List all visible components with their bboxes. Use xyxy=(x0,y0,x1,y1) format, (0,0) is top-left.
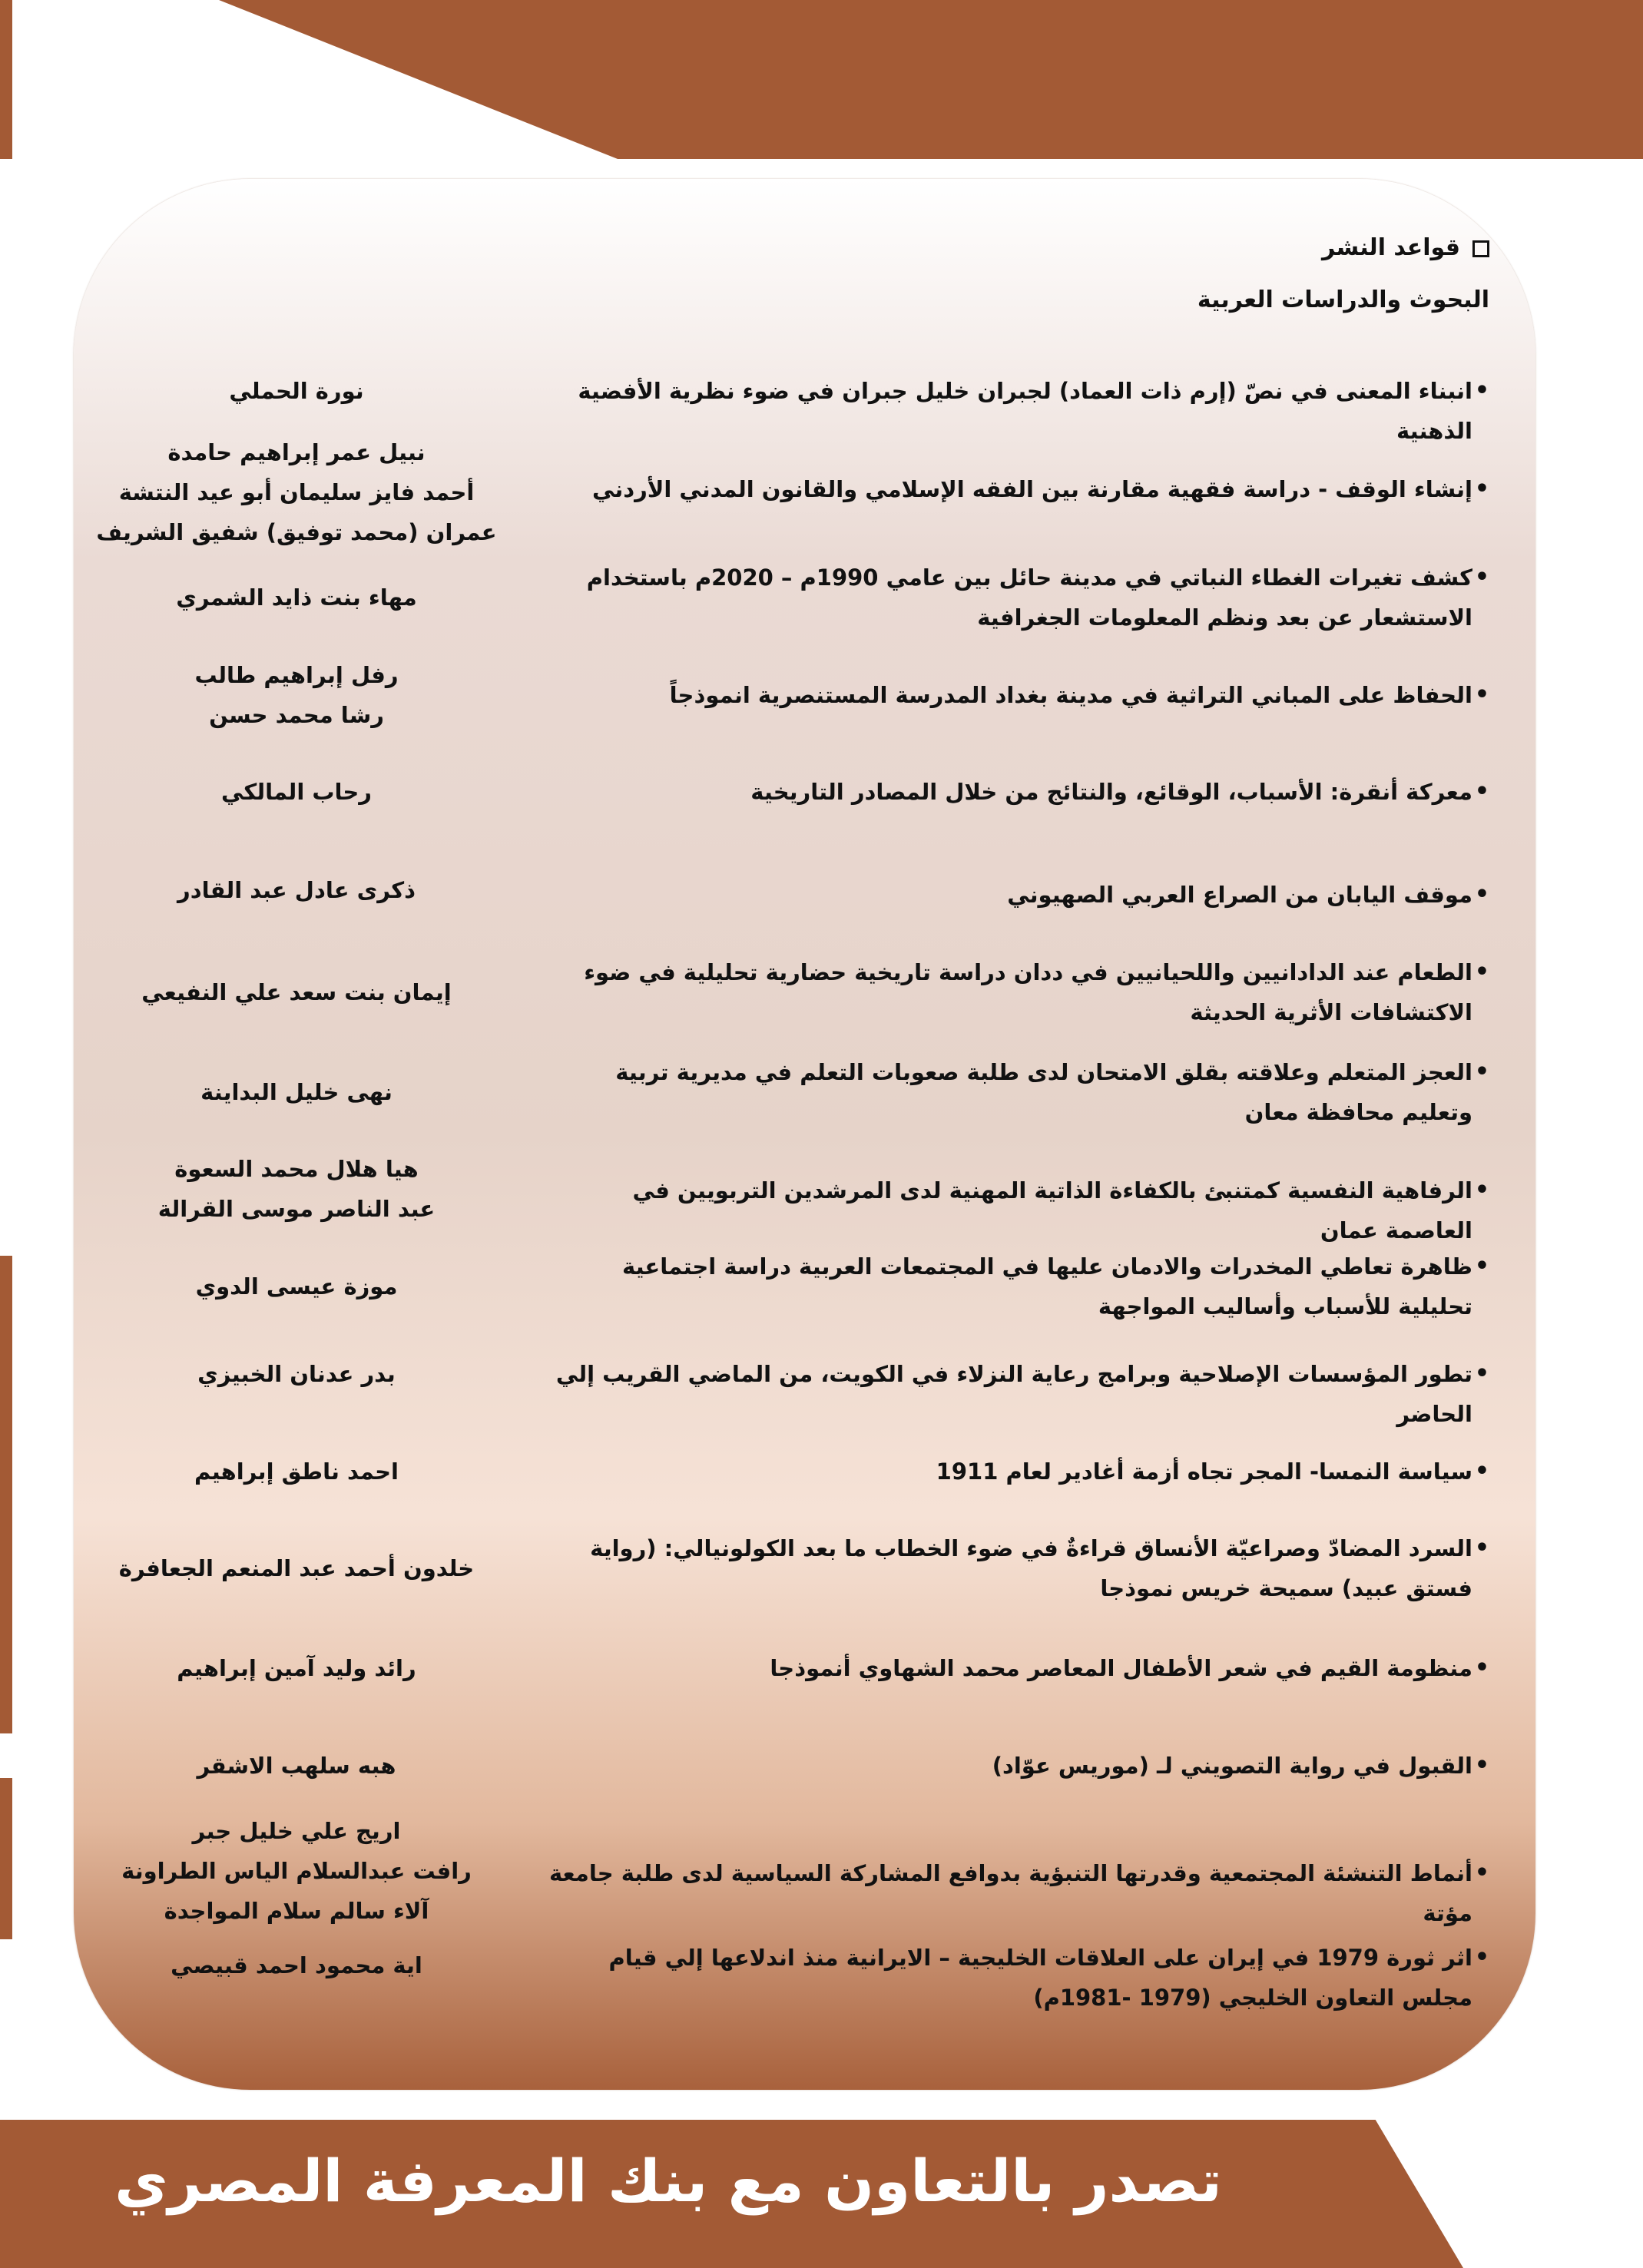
article-title: • سياسة النمسا- المجر تجاه أزمة أغادير لعام 1911 xyxy=(545,1452,1489,1492)
article-authors xyxy=(81,972,512,1012)
article-title: • الرفاهية النفسية كمتنبئ بالكفاءة الذاتية المهنية لدى المرشدين التربويين في العاصمة عمان xyxy=(545,1170,1489,1250)
author-name: رائد وليد آمين إبراهيم xyxy=(177,1655,416,1681)
article-title: • كشف تغيرات الغطاء النباتي في مدينة حائل بين عامي 1990م – 2020م باستخدام الاستشعار عن بعد ونظم المعلومات الجغرافية xyxy=(545,558,1489,637)
article-title: • انبناء المعنى في نصّ (إرم ذات العماد) لجبران خليل جبران في ضوء نظرية الأفضية الذهنية xyxy=(545,371,1489,451)
article-title: • موقف اليابان من الصراع العربي الصهيوني xyxy=(545,875,1489,915)
author-name: اريج علي خليل جبر xyxy=(192,1818,401,1844)
article-authors xyxy=(81,870,512,910)
article-authors xyxy=(81,578,512,617)
author-name: إيمان بنت سعد علي النفيعي xyxy=(141,979,452,1005)
article-authors xyxy=(81,1072,512,1112)
section-header-label: قواعد النشر xyxy=(1322,234,1460,261)
article-authors xyxy=(81,432,512,552)
author-name: مهاء بنت ذايد الشمري xyxy=(176,584,417,611)
author-name: هبه سلهب الاشقر xyxy=(197,1753,396,1779)
article-title: • إنشاء الوقف - دراسة فقهية مقارنة بين الفقه الإسلامي والقانون المدني الأردني xyxy=(545,469,1489,509)
left-decorative-strip xyxy=(0,0,12,159)
author-name: رفل إبراهيم طالب xyxy=(194,662,399,688)
author-name: رشا محمد حسن xyxy=(209,702,384,728)
article-title: • اثر ثورة 1979 في إيران على العلاقات الخليجية – الايرانية منذ اندلاعها إلي قيام مجلس التعاون الخليجي (1979 -1981م) xyxy=(545,1938,1489,2018)
article-title: • منظومة القيم في شعر الأطفال المعاصر محمد الشهاوي أنموذجا xyxy=(545,1648,1489,1688)
author-name: هيا هلال محمد السعوة xyxy=(174,1156,419,1182)
left-decorative-strip xyxy=(0,1256,12,1733)
author-name: احمد ناطق إبراهيم xyxy=(194,1458,399,1485)
left-decorative-strip xyxy=(0,1778,12,1939)
article-title: • معركة أنقرة: الأسباب، الوقائع، والنتائج من خلال المصادر التاريخية xyxy=(545,772,1489,812)
article-authors xyxy=(81,371,512,411)
article-title: • العجز المتعلم وعلاقته بقلق الامتحان لدى طلبة صعوبات التعلم في مديرية تربية وتعليم محافظة معان xyxy=(545,1052,1489,1132)
article-authors xyxy=(81,772,512,812)
article-authors xyxy=(81,1452,512,1492)
article-authors xyxy=(81,1746,512,1786)
author-name: ذكرى عادل عبد القادر xyxy=(177,877,416,903)
article-authors xyxy=(81,1149,512,1229)
article-title: • السرد المضادّ وصراعيّة الأنساق قراءةٌ في ضوء الخطاب ما بعد الكولونيالي: (رواية فستق عبيد) سميحة خريس نموذجا xyxy=(545,1528,1489,1608)
article-title: • أنماط التنشئة المجتمعية وقدرتها التنبؤية بدوافع المشاركة السياسية لدى طلبة جامعة مؤتة xyxy=(545,1853,1489,1933)
author-name: موزة عيسى الدوي xyxy=(195,1273,398,1300)
content-card xyxy=(74,179,1535,2090)
author-name: عبد الناصر موسى القرالة xyxy=(157,1196,436,1222)
author-name: رحاب المالكي xyxy=(221,779,372,805)
checkbox-icon xyxy=(1472,240,1489,257)
section-subtitle: البحوث والدراسات العربية xyxy=(1197,286,1489,313)
article-authors xyxy=(81,1548,512,1588)
article-authors xyxy=(81,1811,512,1931)
article-authors xyxy=(81,655,512,735)
author-name: آلاء سالم سلام المواجدة xyxy=(164,1898,429,1924)
article-authors xyxy=(81,1266,512,1306)
article-authors xyxy=(81,1648,512,1688)
author-name: خلدون أحمد عبد المنعم الجعافرة xyxy=(118,1555,475,1581)
article-authors xyxy=(81,1354,512,1394)
article-title: • الطعام عند الدادانيين واللحيانيين في ددان دراسة تاريخية حضارية تحليلية في ضوء الاكتشافات الأثرية الحديثة xyxy=(545,952,1489,1032)
author-name: نهى خليل البداينة xyxy=(200,1079,393,1105)
author-name: نبيل عمر إبراهيم حامدة xyxy=(167,439,426,465)
author-name: بدر عدنان الخبيزي xyxy=(197,1361,396,1387)
top-decorative-band xyxy=(219,0,1643,159)
footer-text: تصدر بالتعاون مع بنك المعرفة المصري xyxy=(114,2147,1222,2215)
section-header xyxy=(1322,234,1489,261)
article-title: • تطور المؤسسات الإصلاحية وبرامج رعاية النزلاء في الكويت، من الماضي القريب إلي الحاضر xyxy=(545,1354,1489,1434)
author-name: أحمد فايز سليمان أبو عيد النتشة xyxy=(118,479,475,505)
article-authors xyxy=(81,1945,512,1985)
author-name: رافت عبدالسلام الياس الطراونة xyxy=(121,1858,472,1884)
author-name: عمران (محمد توفيق) شفيق الشريف xyxy=(96,519,497,545)
author-name: نورة الحملي xyxy=(229,378,364,404)
article-title: • الحفاظ على المباني التراثية في مدينة بغداد المدرسة المستنصرية انموذجاً xyxy=(545,675,1489,715)
article-title: • ظاهرة تعاطي المخدرات والادمان عليها في المجتمعات العربية دراسة اجتماعية تحليلية للأسباب وأساليب المواجهة xyxy=(545,1247,1489,1326)
article-title: • القبول في رواية التصويني لـ (موريس عوّاد) xyxy=(545,1746,1489,1786)
author-name: اية محمود احمد قبيصي xyxy=(171,1952,422,1978)
